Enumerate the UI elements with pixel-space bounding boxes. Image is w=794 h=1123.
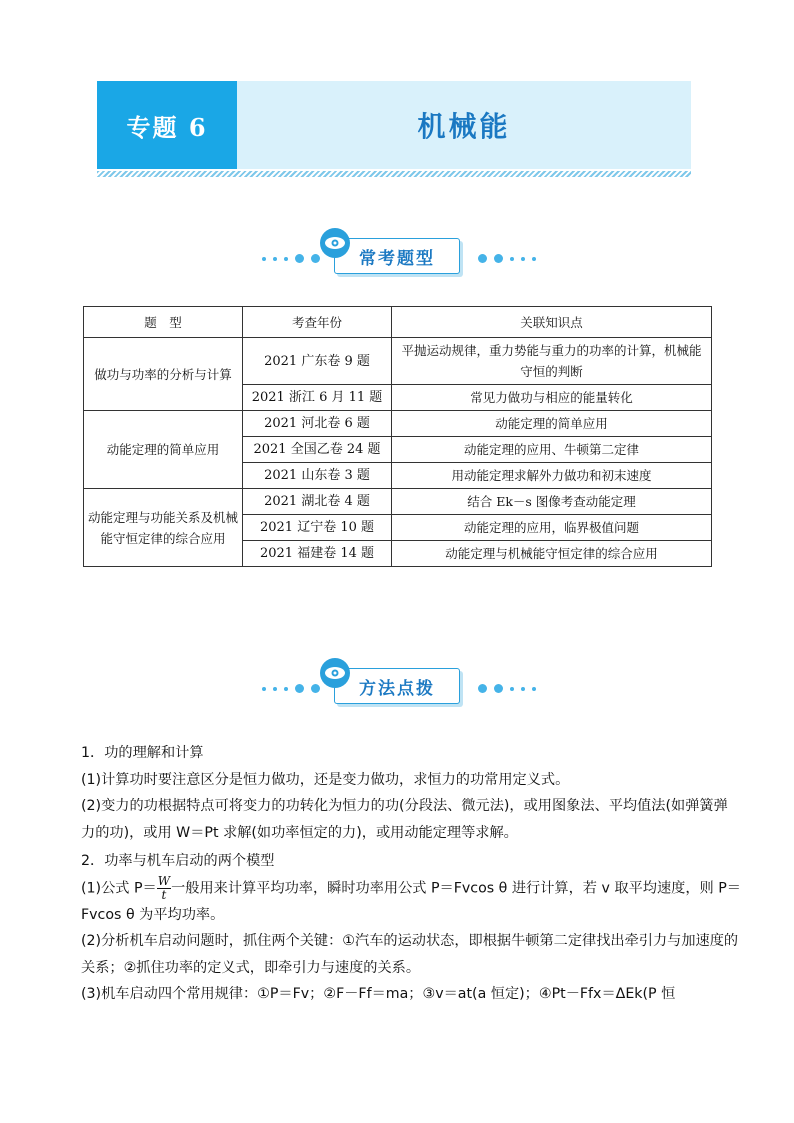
paragraph: (2)变力的功根据特点可将变力的功转化为恒力的功(分段法、微元法)，或用图象法、平均值法(如弹簧弹力的功)，或用 W＝Pt 求解(如功率恒定的力)，或用动能定理等求解。 xyxy=(81,798,728,841)
knowledge-cell: 动能定理的应用，临界极值问题 xyxy=(392,515,712,541)
knowledge-cell: 动能定理的简单应用 xyxy=(392,411,712,437)
section-title: 常考题型 xyxy=(334,238,460,274)
section-header-method-tips xyxy=(0,654,794,714)
year-cell: 2021 广东卷 9 题 xyxy=(243,338,392,385)
formula-suffix: 一般用来计算平均功率，瞬时功率用公式 P＝Fvcos θ 进行计算，若 v 取平均速度，则 P＝Fvcos θ 为平均功率。 xyxy=(81,880,741,923)
chapter-title: 机械能 xyxy=(237,81,691,169)
knowledge-cell: 常见力做功与相应的能量转化 xyxy=(392,385,712,411)
formula-prefix: (1)公式 P＝ xyxy=(81,880,157,896)
chapter-banner xyxy=(97,81,691,169)
section-title: 方法点拨 xyxy=(334,668,460,704)
year-cell: 2021 河北卷 6 题 xyxy=(243,411,392,437)
year-cell: 2021 湖北卷 4 题 xyxy=(243,489,392,515)
knowledge-cell: 用动能定理求解外力做功和初末速度 xyxy=(392,463,712,489)
fraction-denominator: t xyxy=(161,887,167,902)
banner-divider xyxy=(97,171,691,177)
table-header-row xyxy=(84,307,712,338)
heading-power: 2．功率与机车启动的两个模型 xyxy=(81,853,275,869)
chapter-label: 专题 6 xyxy=(97,81,237,169)
year-cell: 2021 浙江 6 月 11 题 xyxy=(243,385,392,411)
fraction-numerator: W xyxy=(157,873,171,888)
paragraph: (2)分析机车启动问题时，抓住两个关键：①汽车的运动状态，即根据牛顿第二定律找出牵引力与加速度的关系；②抓住功率的定义式，即牵引力与速度的关系。 xyxy=(81,933,739,976)
eye-icon xyxy=(320,658,350,688)
method-content xyxy=(81,738,741,1008)
year-cell: 2021 山东卷 3 题 xyxy=(243,463,392,489)
knowledge-cell: 平抛运动规律，重力势能与重力的功率的计算，机械能守恒的判断 xyxy=(392,338,712,385)
year-cell: 2021 辽宁卷 10 题 xyxy=(243,515,392,541)
decorative-dots-right xyxy=(478,684,536,693)
knowledge-cell: 结合 Ek－s 图像考查动能定理 xyxy=(392,489,712,515)
paragraph: (3)机车启动四个常用规律：①P＝Fv；②F－Ff＝ma；③v＝at(a 恒定)；④Pt－Ffx＝ΔEk(P 恒 xyxy=(81,986,676,1002)
topics-table xyxy=(83,306,712,567)
heading-work: 1．功的理解和计算 xyxy=(81,745,204,761)
year-cell: 2021 全国乙卷 24 题 xyxy=(243,437,392,463)
table-row xyxy=(84,411,712,437)
table-row xyxy=(84,489,712,515)
topic-type-cell: 动能定理的简单应用 xyxy=(84,411,243,489)
paragraph-formula xyxy=(81,875,741,929)
topic-type-cell: 做功与功率的分析与计算 xyxy=(84,338,243,411)
header-year: 考查年份 xyxy=(243,307,392,338)
year-cell: 2021 福建卷 14 题 xyxy=(243,541,392,567)
decorative-dots-left xyxy=(262,684,320,693)
header-type: 题 型 xyxy=(84,307,243,338)
table-row xyxy=(84,338,712,385)
header-knowledge: 关联知识点 xyxy=(392,307,712,338)
eye-icon xyxy=(320,228,350,258)
knowledge-cell: 动能定理的应用、牛顿第二定律 xyxy=(392,437,712,463)
fraction-w-over-t xyxy=(157,875,171,902)
section-header-common-types xyxy=(0,224,794,284)
paragraph: (1)计算功时要注意区分是恒力做功，还是变力做功，求恒力的功常用定义式。 xyxy=(81,771,570,788)
knowledge-cell: 动能定理与机械能守恒定律的综合应用 xyxy=(392,541,712,567)
topic-type-cell: 动能定理与功能关系及机械能守恒定律的综合应用 xyxy=(84,489,243,567)
decorative-dots-left xyxy=(262,254,320,263)
decorative-dots-right xyxy=(478,254,536,263)
